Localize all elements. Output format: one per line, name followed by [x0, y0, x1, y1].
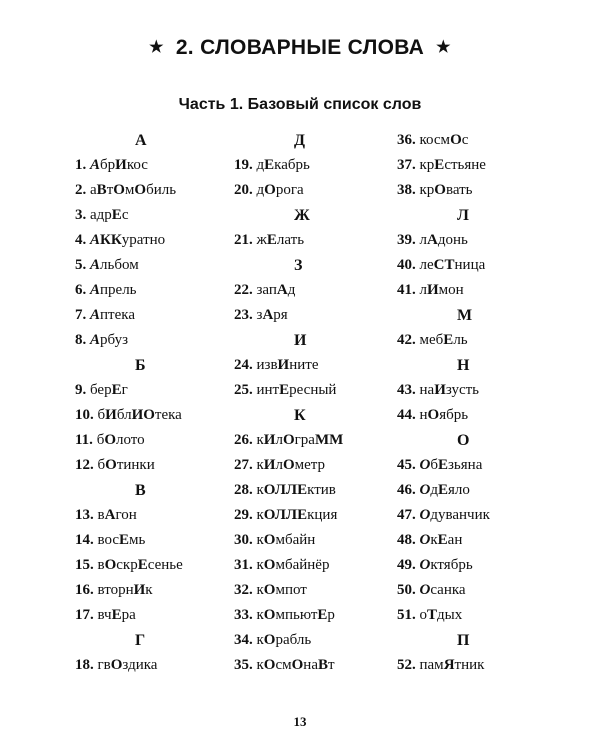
word-text: кОсмОнаВт: [256, 657, 335, 673]
word-text: Аптека: [90, 307, 135, 323]
word-entry: [75, 503, 225, 528]
word-number: 16.: [75, 582, 98, 598]
word-entry: [75, 403, 225, 428]
word-text: кОЛЛЕкция: [256, 507, 338, 523]
word-entry: [397, 153, 557, 178]
word-entry: [75, 528, 225, 553]
word-entry: [75, 603, 225, 628]
word-entry: [234, 453, 394, 478]
word-text: ОбЕзьяна: [419, 457, 483, 473]
word-entry: [234, 553, 394, 578]
word-text: бИблИОтека: [97, 407, 182, 423]
word-text: Альбом: [90, 257, 139, 273]
word-entry: [75, 228, 225, 253]
word-text: дЕкабрь: [256, 157, 310, 173]
word-entry: [234, 503, 394, 528]
word-text: кОмбайнёр: [256, 557, 330, 573]
word-number: 34.: [234, 632, 257, 648]
word-text: лИмон: [419, 282, 464, 298]
word-text: мебЕль: [419, 332, 468, 348]
word-text: запАд: [256, 282, 296, 298]
word-number: 2.: [75, 182, 90, 198]
word-text: вОскрЕсенье: [97, 557, 183, 573]
letter-header: Д: [294, 132, 306, 149]
word-text: адрЕс: [90, 207, 129, 223]
word-number: 19.: [234, 157, 257, 173]
word-text: интЕресный: [256, 382, 337, 398]
word-number: 25.: [234, 382, 257, 398]
word-text: жЕлать: [256, 232, 305, 248]
word-number: 49.: [397, 557, 420, 573]
word-entry: [234, 353, 394, 378]
word-number: 37.: [397, 157, 420, 173]
word-number: 46.: [397, 482, 420, 498]
word-number: 1.: [75, 157, 90, 173]
word-text: берЕг: [90, 382, 128, 398]
word-text: бОлото: [96, 432, 145, 448]
word-number: 20.: [234, 182, 257, 198]
word-number: 51.: [397, 607, 420, 623]
word-number: 6.: [75, 282, 90, 298]
word-number: 42.: [397, 332, 420, 348]
word-entry: [75, 153, 225, 178]
word-text: гвОздика: [97, 657, 158, 673]
word-text: вторнИк: [97, 582, 153, 598]
word-entry: [75, 303, 225, 328]
word-entry: [234, 628, 394, 653]
word-number: 15.: [75, 557, 98, 573]
letter-header: Н: [457, 357, 470, 374]
word-number: 47.: [397, 507, 420, 523]
word-text: нОябрь: [419, 407, 469, 423]
word-number: 35.: [234, 657, 257, 673]
word-text: вчЕра: [97, 607, 136, 623]
word-text: кОЛЛЕктив: [256, 482, 336, 498]
word-number: 40.: [397, 257, 420, 273]
word-entry: [75, 428, 225, 453]
letter-header: В: [135, 482, 146, 499]
letter-header: Ж: [294, 207, 310, 224]
word-number: 9.: [75, 382, 90, 398]
word-entry: [397, 278, 557, 303]
word-number: 23.: [234, 307, 257, 323]
word-text: леСТница: [419, 257, 486, 273]
word-entry: [397, 528, 557, 553]
word-entry: [397, 478, 557, 503]
word-entry: [75, 178, 225, 203]
word-entry: [397, 178, 557, 203]
word-number: 12.: [75, 457, 98, 473]
word-entry: [234, 653, 394, 678]
word-number: 26.: [234, 432, 257, 448]
word-text: оТдых: [419, 607, 463, 623]
word-entry: [234, 603, 394, 628]
word-entry: [75, 253, 225, 278]
word-entry: [397, 653, 557, 678]
word-entry: [397, 378, 557, 403]
word-number: 44.: [397, 407, 420, 423]
word-number: 18.: [75, 657, 98, 673]
word-number: 8.: [75, 332, 90, 348]
letter-header: И: [294, 332, 307, 349]
word-number: 14.: [75, 532, 98, 548]
word-text: космОс: [419, 132, 469, 148]
word-entry: [397, 328, 557, 353]
word-number: 10.: [75, 407, 98, 423]
word-entry: [75, 578, 225, 603]
word-number: 43.: [397, 382, 420, 398]
page-title: [0, 36, 600, 60]
word-entry: [234, 378, 394, 403]
word-number: 21.: [234, 232, 257, 248]
word-text: памЯтник: [419, 657, 485, 673]
word-column-3: [397, 128, 557, 678]
word-number: 22.: [234, 282, 257, 298]
word-text: крОвать: [419, 182, 473, 198]
word-text: восЕмь: [97, 532, 146, 548]
word-number: 33.: [234, 607, 257, 623]
word-entry: [397, 453, 557, 478]
word-text: зАря: [256, 307, 288, 323]
word-number: 27.: [234, 457, 257, 473]
word-entry: [234, 303, 394, 328]
word-text: дОрога: [256, 182, 304, 198]
word-entry: [75, 278, 225, 303]
word-entry: [397, 253, 557, 278]
word-entry: [75, 378, 225, 403]
word-entry: [75, 553, 225, 578]
word-text: наИзусть: [419, 382, 480, 398]
word-entry: [397, 128, 557, 153]
word-text: бОтинки: [97, 457, 155, 473]
word-entry: [75, 328, 225, 353]
letter-header: П: [457, 632, 470, 649]
word-number: 29.: [234, 507, 257, 523]
word-text: вАгон: [97, 507, 137, 523]
word-entry: [234, 278, 394, 303]
letter-header: К: [294, 407, 306, 424]
section-subtitle: Часть 1. Базовый список слов: [178, 96, 422, 113]
word-text: извИните: [256, 357, 319, 373]
star-icon-right: ★: [436, 39, 451, 56]
word-entry: [234, 178, 394, 203]
letter-header: Б: [135, 357, 146, 374]
page-number: 13: [293, 714, 307, 729]
word-text: крЕстьяне: [419, 157, 486, 173]
letter-header: А: [135, 132, 147, 149]
word-number: 36.: [397, 132, 420, 148]
word-entry: [397, 503, 557, 528]
word-entry: [397, 553, 557, 578]
word-number: 28.: [234, 482, 257, 498]
word-entry: [397, 403, 557, 428]
letter-header: О: [457, 432, 470, 449]
word-text: Осанка: [419, 582, 466, 598]
word-text: Октябрь: [419, 557, 473, 573]
word-entry: [234, 228, 394, 253]
word-entry: [234, 478, 394, 503]
word-number: 5.: [75, 257, 90, 273]
word-text: ОдЕяло: [419, 482, 470, 498]
word-text: кИлОграММ: [256, 432, 344, 448]
word-number: 24.: [234, 357, 257, 373]
word-text: кОмпот: [256, 582, 307, 598]
word-number: 17.: [75, 607, 98, 623]
word-number: 30.: [234, 532, 257, 548]
word-number: 38.: [397, 182, 420, 198]
word-text: кОмбайн: [256, 532, 316, 548]
word-text: Апрель: [90, 282, 137, 298]
word-number: 48.: [397, 532, 420, 548]
word-number: 4.: [75, 232, 90, 248]
word-text: лАдонь: [419, 232, 468, 248]
word-text: ОкЕан: [419, 532, 463, 548]
word-number: 50.: [397, 582, 420, 598]
letter-header: М: [457, 307, 473, 324]
page-title-text: 2. СЛОВАРНЫЕ СЛОВА: [175, 36, 425, 59]
word-number: 7.: [75, 307, 90, 323]
word-number: 31.: [234, 557, 257, 573]
word-text: кОмпьютЕр: [256, 607, 335, 623]
word-text: АбрИкос: [90, 157, 148, 173]
word-number: 39.: [397, 232, 420, 248]
word-entry: [234, 153, 394, 178]
letter-header: Л: [457, 207, 469, 224]
word-column-2: [234, 128, 394, 678]
word-entry: [397, 228, 557, 253]
word-column-1: [75, 128, 225, 678]
word-entry: [75, 653, 225, 678]
word-text: Арбуз: [90, 332, 129, 348]
word-entry: [234, 528, 394, 553]
word-entry: [75, 453, 225, 478]
word-number: 3.: [75, 207, 90, 223]
word-number: 11.: [75, 432, 97, 448]
word-entry: [234, 578, 394, 603]
word-number: 13.: [75, 507, 98, 523]
word-entry: [397, 578, 557, 603]
word-number: 45.: [397, 457, 420, 473]
star-icon-left: ★: [149, 39, 164, 56]
letter-header: З: [294, 257, 303, 274]
word-number: 32.: [234, 582, 257, 598]
word-text: Одуванчик: [419, 507, 490, 523]
word-entry: [234, 428, 394, 453]
word-text: аВтОмОбиль: [90, 182, 177, 198]
word-text: АККуратно: [90, 232, 166, 248]
letter-header: Г: [135, 632, 146, 649]
word-text: кОрабль: [256, 632, 312, 648]
word-text: кИлОметр: [256, 457, 326, 473]
word-entry: [397, 603, 557, 628]
word-entry: [75, 203, 225, 228]
word-number: 52.: [397, 657, 420, 673]
word-number: 41.: [397, 282, 420, 298]
